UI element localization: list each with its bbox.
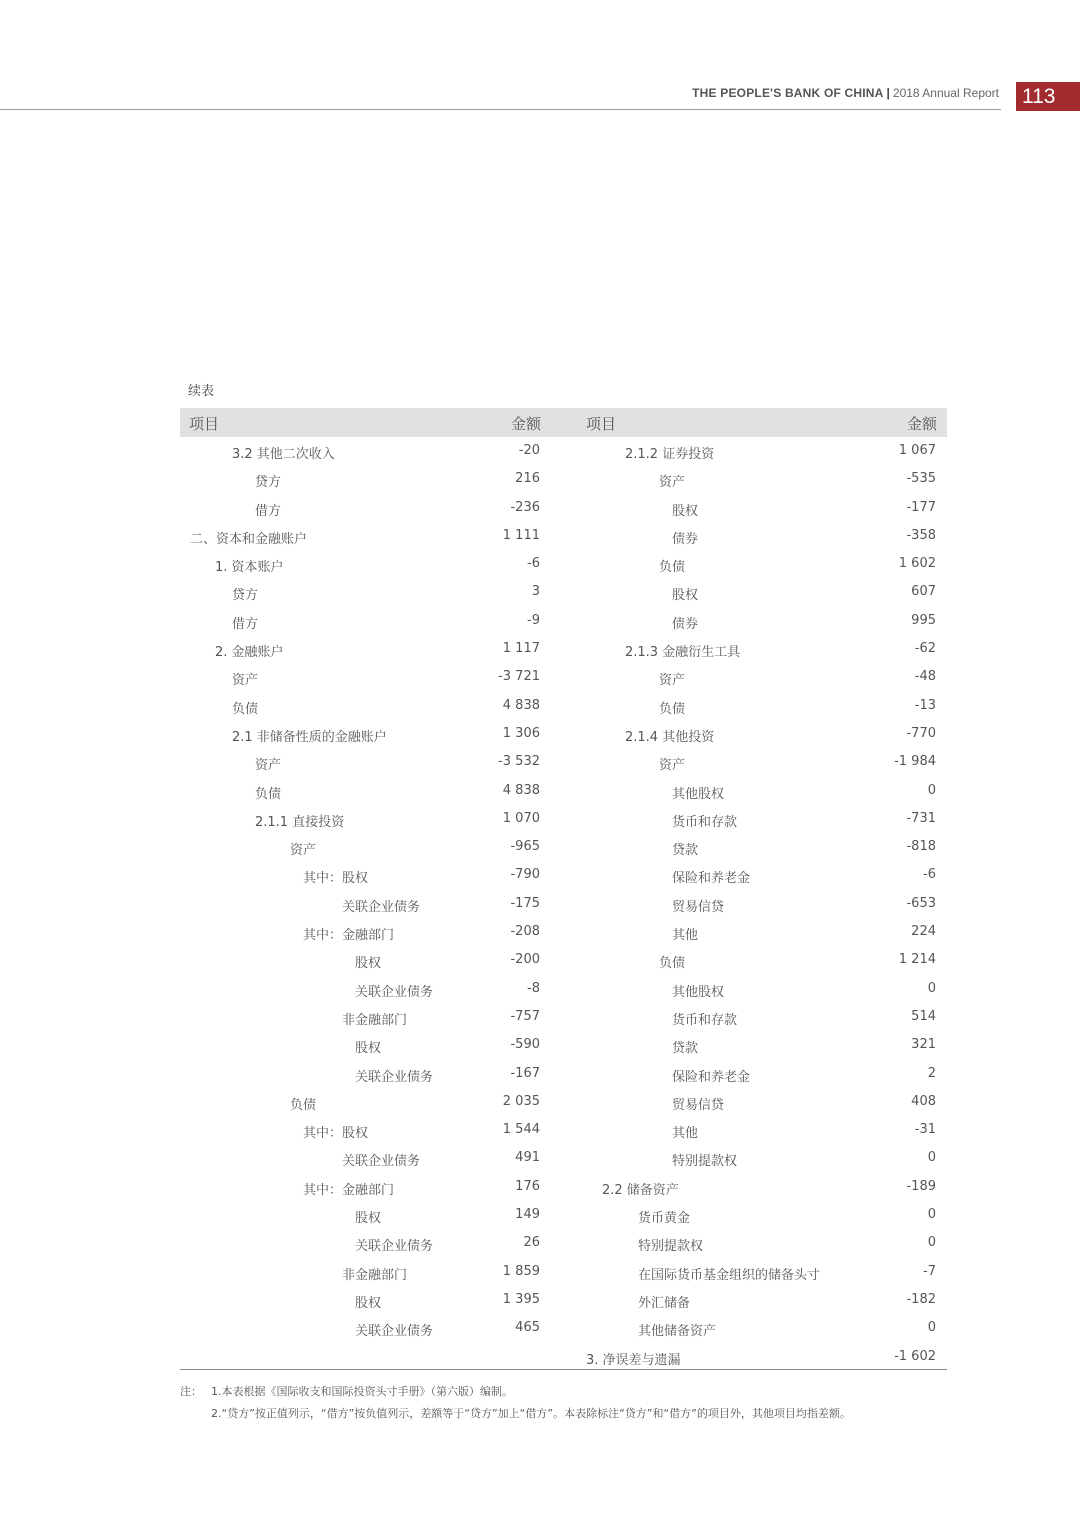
row-label: 其他 bbox=[672, 928, 699, 944]
table-row bbox=[180, 607, 560, 635]
row-amount: 2 bbox=[927, 1065, 936, 1081]
row-amount: -535 bbox=[906, 471, 936, 487]
table-row bbox=[570, 1173, 947, 1201]
table-row bbox=[570, 1314, 947, 1342]
table-row bbox=[180, 1258, 560, 1286]
row-label: 关联企业债务 bbox=[355, 984, 434, 1000]
header-right-item: 项目 bbox=[586, 415, 617, 433]
row-label: 资产 bbox=[659, 758, 686, 774]
row-label: 贸易信贷 bbox=[672, 1097, 725, 1113]
table-left-column bbox=[180, 437, 560, 1343]
row-amount: 4 838 bbox=[502, 697, 540, 713]
row-amount: 1 395 bbox=[502, 1291, 540, 1307]
row-label: 贷款 bbox=[672, 843, 699, 859]
row-label: 2.1.3 金融衍生工具 bbox=[625, 645, 741, 661]
row-label: 股权 bbox=[355, 1295, 382, 1311]
row-amount: 0 bbox=[927, 782, 936, 798]
row-label: 贷方 bbox=[232, 588, 259, 604]
row-label: 保险和养老金 bbox=[672, 1069, 751, 1085]
row-amount: 4 838 bbox=[502, 782, 540, 798]
row-label: 货币和存款 bbox=[672, 814, 738, 830]
table-row bbox=[180, 1173, 560, 1201]
row-label: 股权 bbox=[355, 1211, 382, 1227]
table-row bbox=[570, 918, 947, 946]
row-label: 2.2 储备资产 bbox=[602, 1182, 679, 1198]
row-label: 2. 金融账户 bbox=[215, 645, 284, 661]
row-amount: -1 602 bbox=[894, 1348, 936, 1364]
row-amount: -167 bbox=[510, 1065, 540, 1081]
row-amount: 0 bbox=[927, 1320, 936, 1336]
table-row bbox=[570, 748, 947, 776]
table-row bbox=[180, 437, 560, 465]
table-row bbox=[570, 465, 947, 493]
page-number: 113 bbox=[1016, 82, 1080, 111]
row-label: 货币黄金 bbox=[638, 1211, 691, 1227]
table-row bbox=[180, 1229, 560, 1257]
table-row bbox=[180, 663, 560, 691]
header-divider bbox=[0, 109, 1001, 110]
row-amount: 26 bbox=[523, 1235, 540, 1251]
row-label: 外汇储备 bbox=[638, 1295, 691, 1311]
row-amount: 0 bbox=[927, 980, 936, 996]
row-label: 其中：金融部门 bbox=[303, 1182, 395, 1198]
row-label: 其他股权 bbox=[672, 984, 725, 1000]
header-report: 2018 Annual Report bbox=[892, 86, 999, 100]
table-row bbox=[180, 494, 560, 522]
row-label: 股权 bbox=[672, 503, 699, 519]
row-amount: 0 bbox=[927, 1150, 936, 1166]
table-row bbox=[180, 946, 560, 974]
row-label: 负债 bbox=[659, 701, 686, 717]
table-row bbox=[180, 465, 560, 493]
row-label: 1. 资本账户 bbox=[215, 560, 284, 576]
row-label: 2.1 非储备性质的金融账户 bbox=[232, 729, 387, 745]
header-separator: | bbox=[886, 86, 890, 100]
row-label: 负债 bbox=[255, 786, 282, 802]
table-row bbox=[570, 861, 947, 889]
row-amount: -236 bbox=[510, 499, 540, 515]
table-row bbox=[180, 550, 560, 578]
row-label: 借方 bbox=[232, 616, 259, 632]
row-label: 资产 bbox=[659, 475, 686, 491]
table-row bbox=[180, 1286, 560, 1314]
row-label: 2.1.2 证券投资 bbox=[625, 447, 715, 462]
row-amount: 1 117 bbox=[502, 641, 540, 657]
table-row bbox=[180, 522, 560, 550]
table-row bbox=[570, 1031, 947, 1059]
row-label: 其中：金融部门 bbox=[303, 928, 395, 944]
row-label: 资产 bbox=[232, 673, 259, 689]
table-row bbox=[570, 494, 947, 522]
table-row bbox=[570, 522, 947, 550]
row-label: 关联企业债务 bbox=[342, 899, 421, 915]
row-label: 负债 bbox=[659, 560, 686, 576]
row-amount: 2 035 bbox=[502, 1093, 540, 1109]
row-amount: -208 bbox=[510, 924, 540, 940]
row-amount: 0 bbox=[927, 1207, 936, 1223]
row-amount: 514 bbox=[911, 1008, 936, 1024]
notes-prefix: 注： bbox=[180, 1385, 202, 1398]
row-label: 股权 bbox=[355, 1041, 382, 1057]
row-amount: -3 532 bbox=[498, 754, 540, 770]
table-row bbox=[570, 1060, 947, 1088]
row-amount: 607 bbox=[911, 584, 936, 600]
running-header bbox=[692, 86, 999, 100]
row-amount: -965 bbox=[510, 839, 540, 855]
row-amount: -590 bbox=[510, 1037, 540, 1053]
row-label: 资产 bbox=[659, 673, 686, 689]
continued-label: 续表 bbox=[188, 384, 215, 399]
table-row bbox=[570, 437, 947, 465]
row-amount: -13 bbox=[914, 697, 936, 713]
table-right-column bbox=[570, 437, 947, 1371]
row-amount: -31 bbox=[914, 1122, 936, 1138]
row-amount: -358 bbox=[906, 527, 936, 543]
row-amount: -731 bbox=[906, 810, 936, 826]
row-amount: 216 bbox=[515, 471, 540, 487]
row-amount: -8 bbox=[527, 980, 540, 996]
header-left-amount: 金额 bbox=[511, 415, 542, 433]
table-row bbox=[570, 946, 947, 974]
row-label: 资产 bbox=[290, 843, 317, 859]
row-amount: 224 bbox=[911, 924, 936, 940]
row-label: 关联企业债务 bbox=[342, 1154, 421, 1170]
row-amount: 995 bbox=[911, 612, 936, 628]
row-label: 借方 bbox=[255, 503, 282, 519]
row-label: 关联企业债务 bbox=[355, 1239, 434, 1255]
table-row bbox=[570, 607, 947, 635]
table-row bbox=[180, 635, 560, 663]
row-label: 3. 净误差与遗漏 bbox=[586, 1352, 681, 1368]
row-label: 2.1.4 其他投资 bbox=[625, 729, 715, 745]
table-row bbox=[570, 777, 947, 805]
table-row bbox=[570, 1343, 947, 1371]
table-row bbox=[180, 1060, 560, 1088]
table-row bbox=[180, 748, 560, 776]
table-row bbox=[180, 1031, 560, 1059]
header-right-amount: 金额 bbox=[907, 415, 938, 433]
row-amount: -48 bbox=[914, 669, 936, 685]
row-amount: 1 214 bbox=[898, 952, 936, 968]
row-amount: 1 859 bbox=[502, 1263, 540, 1279]
row-amount: -20 bbox=[518, 443, 540, 458]
table-row bbox=[180, 1201, 560, 1229]
row-label: 其中：股权 bbox=[303, 1126, 369, 1142]
row-amount: -175 bbox=[510, 895, 540, 911]
row-label: 2.1.1 直接投资 bbox=[255, 814, 345, 830]
row-label: 保险和养老金 bbox=[672, 871, 751, 887]
table-row bbox=[570, 1229, 947, 1257]
row-amount: -177 bbox=[906, 499, 936, 515]
table-row bbox=[570, 1088, 947, 1116]
row-label: 贷款 bbox=[672, 1041, 699, 1057]
row-amount: 465 bbox=[515, 1320, 540, 1336]
row-label: 3.2 其他二次收入 bbox=[232, 447, 335, 462]
row-amount: 1 067 bbox=[898, 443, 936, 458]
table-row bbox=[180, 1088, 560, 1116]
row-amount: -757 bbox=[510, 1008, 540, 1024]
table-bottom-rule bbox=[180, 1369, 947, 1370]
table-row bbox=[570, 720, 947, 748]
table-row bbox=[180, 578, 560, 606]
header-left-item: 项目 bbox=[189, 415, 220, 433]
table-row bbox=[180, 1003, 560, 1031]
note-1: 1.本表根据《国际收支和国际投资头寸手册》（第六版）编制。 bbox=[211, 1385, 513, 1398]
header-org: THE PEOPLE'S BANK OF CHINA bbox=[692, 86, 884, 100]
table-row bbox=[570, 663, 947, 691]
row-label: 股权 bbox=[672, 588, 699, 604]
row-label: 其他储备资产 bbox=[638, 1324, 717, 1340]
row-label: 非金融部门 bbox=[342, 1012, 408, 1028]
row-amount: -790 bbox=[510, 867, 540, 883]
row-label: 债券 bbox=[672, 531, 699, 547]
row-label: 二、资本和金融账户 bbox=[190, 531, 308, 547]
row-amount: 1 306 bbox=[502, 725, 540, 741]
row-amount: 1 070 bbox=[502, 810, 540, 826]
row-label: 股权 bbox=[355, 956, 382, 972]
row-amount: 1 602 bbox=[898, 556, 936, 572]
row-label: 非金融部门 bbox=[342, 1267, 408, 1283]
row-amount: 408 bbox=[911, 1093, 936, 1109]
table-row bbox=[180, 918, 560, 946]
row-label: 关联企业债务 bbox=[355, 1069, 434, 1085]
row-amount: -770 bbox=[906, 725, 936, 741]
table-row bbox=[570, 1258, 947, 1286]
row-amount: -818 bbox=[906, 839, 936, 855]
row-amount: 149 bbox=[515, 1207, 540, 1223]
row-amount: -62 bbox=[914, 641, 936, 657]
row-amount: 0 bbox=[927, 1235, 936, 1251]
row-label: 贷方 bbox=[255, 475, 282, 491]
row-label: 特别提款权 bbox=[638, 1239, 704, 1255]
row-amount: -9 bbox=[527, 612, 540, 628]
table-row bbox=[570, 1003, 947, 1031]
table-row bbox=[180, 890, 560, 918]
table-row bbox=[570, 1116, 947, 1144]
row-amount: 1 111 bbox=[502, 527, 540, 543]
row-amount: 3 bbox=[531, 584, 540, 600]
row-label: 货币和存款 bbox=[672, 1012, 738, 1028]
table-row bbox=[180, 1144, 560, 1172]
row-amount: -189 bbox=[906, 1178, 936, 1194]
row-label: 债券 bbox=[672, 616, 699, 632]
table-row bbox=[570, 578, 947, 606]
table-row bbox=[570, 975, 947, 1003]
table-row bbox=[180, 1116, 560, 1144]
table-row bbox=[180, 720, 560, 748]
table-row bbox=[180, 777, 560, 805]
row-label: 特别提款权 bbox=[672, 1154, 738, 1170]
row-label: 负债 bbox=[659, 956, 686, 972]
table-row bbox=[570, 805, 947, 833]
row-label: 负债 bbox=[232, 701, 259, 717]
table-row bbox=[570, 1286, 947, 1314]
row-amount: -182 bbox=[906, 1291, 936, 1307]
row-label: 贸易信贷 bbox=[672, 899, 725, 915]
table-row bbox=[180, 975, 560, 1003]
table-row bbox=[570, 1144, 947, 1172]
row-label: 其他 bbox=[672, 1126, 699, 1142]
row-amount: -6 bbox=[527, 556, 540, 572]
table-row bbox=[570, 692, 947, 720]
row-label: 在国际货币基金组织的储备头寸 bbox=[638, 1267, 821, 1283]
table-header bbox=[180, 408, 947, 437]
table-row bbox=[180, 861, 560, 889]
table-row bbox=[570, 890, 947, 918]
table-row bbox=[180, 833, 560, 861]
row-amount: 1 544 bbox=[502, 1122, 540, 1138]
row-amount: -3 721 bbox=[498, 669, 540, 685]
table-row bbox=[570, 833, 947, 861]
table-row bbox=[180, 805, 560, 833]
table-row bbox=[180, 692, 560, 720]
row-label: 资产 bbox=[255, 758, 282, 774]
row-amount: -1 984 bbox=[894, 754, 936, 770]
row-amount: 491 bbox=[515, 1150, 540, 1166]
table-row bbox=[570, 550, 947, 578]
row-label: 负债 bbox=[290, 1097, 317, 1113]
row-amount: -653 bbox=[906, 895, 936, 911]
row-label: 关联企业债务 bbox=[355, 1324, 434, 1340]
table-row bbox=[570, 635, 947, 663]
row-label: 其他股权 bbox=[672, 786, 725, 802]
table-row bbox=[570, 1201, 947, 1229]
table-row bbox=[180, 1314, 560, 1342]
row-amount: -200 bbox=[510, 952, 540, 968]
row-label: 其中：股权 bbox=[303, 871, 369, 887]
row-amount: -7 bbox=[923, 1263, 936, 1279]
row-amount: 176 bbox=[515, 1178, 540, 1194]
row-amount: 321 bbox=[911, 1037, 936, 1053]
row-amount: -6 bbox=[923, 867, 936, 883]
note-2: 2.“贷方”按正值列示，“借方”按负值列示，差额等于“贷方”加上“借方”。本表除标注“贷方”和“借方”的项目外，其他项目均指差额。 bbox=[211, 1407, 851, 1420]
